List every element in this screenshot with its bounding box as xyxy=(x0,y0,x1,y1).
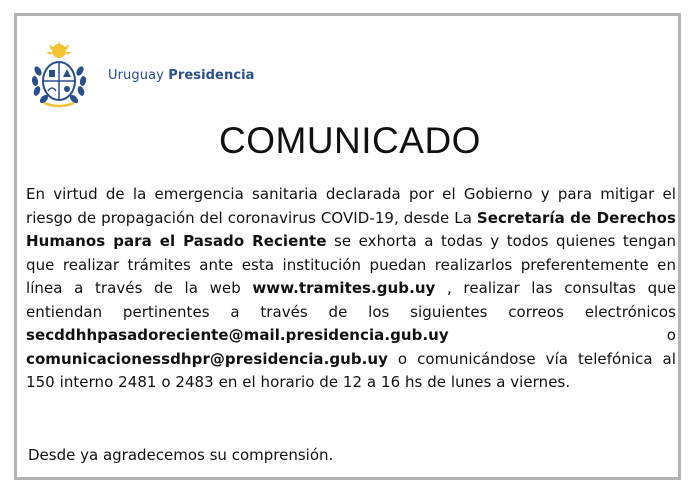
document-title: COMUNICADO xyxy=(219,120,481,161)
email-link-2[interactable]: comunicacionessdhpr@presidencia.gub.uy xyxy=(26,349,388,368)
body-segment-3: , realizar las consultas que entiendan pertinentes a través de los siguientes correos electrónicos xyxy=(26,279,676,321)
body-segment-5: o comunicándose vía telefónica al 150 interno 2481 o 2483 en el horario de 12 a 16 hs de lunes a viernes. xyxy=(26,349,676,391)
header-logo-row xyxy=(30,40,255,110)
brand-name xyxy=(108,68,255,83)
document-body xyxy=(26,183,676,395)
body-segment-1: En virtud de la emergencia sanitaria declarada por el Gobierno y para mitigar el riesgo de propagación del coronavirus COVID-19, desde La xyxy=(26,185,676,227)
uruguay-coat-of-arms-icon xyxy=(30,41,88,109)
closing-line: Desde ya agradecemos su comprensión. xyxy=(28,446,334,464)
body-segment-2: se exhorta a todas y todos quienes tengan que realizar trámites ante esta institución puedan realizarlos preferentemente en línea a través de la web xyxy=(26,232,676,297)
email-link-1[interactable]: secddhhpasadoreciente@mail.presidencia.gub.uy xyxy=(26,326,449,344)
brand-name-regular: Uruguay xyxy=(108,67,169,83)
brand-name-bold: Presidencia xyxy=(168,67,255,83)
organization-name: Secretaría de Derechos Humanos para el Pasado Reciente xyxy=(26,208,676,250)
website-link[interactable]: www.tramites.gub.uy xyxy=(252,279,436,297)
body-segment-4: o xyxy=(448,326,676,344)
